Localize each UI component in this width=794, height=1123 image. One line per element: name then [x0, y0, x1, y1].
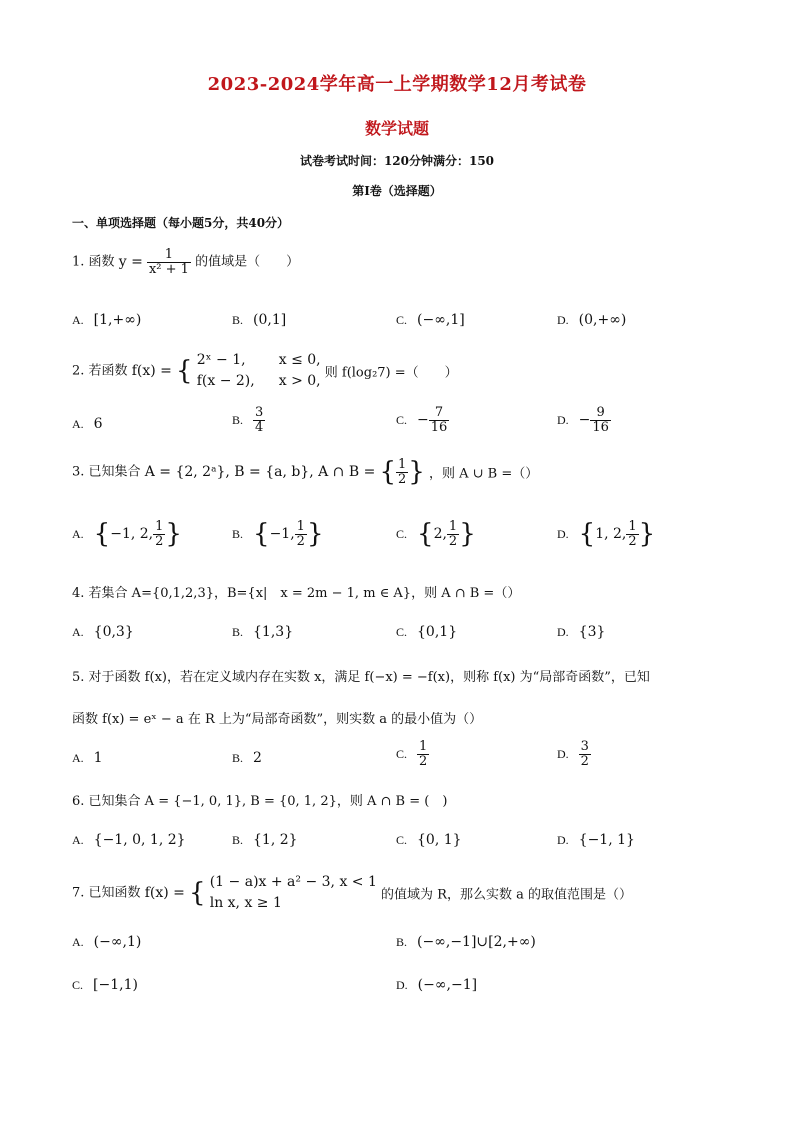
- exam-title: 2023-2024学年高一上学期数学12月考试卷: [207, 74, 587, 95]
- option-b[interactable]: B. $\frac{3}{4}$: [232, 405, 264, 435]
- question-4: 4. 若集合 A={0,1,2,3}，B={x| x = 2m − 1, m ∈ A}，则 A ∩ B =（）: [72, 586, 521, 601]
- question-3: 3. 已知集合 A = {2, 2ᵃ}, B = {a, b}, A ∩ B = { $\frac{1}{2}$ } ，则 A ∪ B =（）: [72, 457, 539, 488]
- option-b[interactable]: B. (0,1]: [232, 312, 287, 328]
- exam-subtitle: 数学试题: [364, 119, 429, 138]
- question-6: 6. 已知集合 A = {−1, 0, 1}, B = {0, 1, 2}，则 A ∩ B = ( ): [72, 794, 448, 809]
- option-d[interactable]: D. {3}: [557, 624, 606, 640]
- piecewise-cases: 2ˣ − 1, x ≤ 0, f(x − 2), x > 0,: [196, 352, 321, 389]
- option-a[interactable]: A. (−∞,1): [72, 934, 142, 950]
- option-c[interactable]: C. {0, 1}: [396, 832, 462, 848]
- option-d[interactable]: D. (0,+∞): [557, 312, 627, 328]
- question-1: 1. 函数 y = $\frac{1}{\text{x² + 1}}$ 的值域是（ ）: [72, 247, 300, 277]
- question-5: 5. 对于函数 f(x)，若在定义域内存在实数 x，满足 f(−x) = −f(x)，则称 f(x) 为“局部奇函数”，已知: [72, 670, 650, 685]
- section-heading: 一、单项选择题（每小题5分，共40分）: [72, 216, 290, 230]
- fraction: $\frac{1}{\text{x² + 1}}$: [148, 247, 189, 277]
- question-number: 4.: [72, 586, 85, 601]
- option-a[interactable]: A. {−1, 0, 1, 2}: [72, 832, 186, 848]
- question-number: 3.: [72, 464, 85, 480]
- option-b[interactable]: B. {1,3}: [232, 624, 294, 640]
- option-a[interactable]: A. 6: [72, 416, 103, 432]
- question-number: 1.: [72, 254, 85, 270]
- option-c[interactable]: C. [−1,1): [72, 977, 138, 993]
- option-c[interactable]: C. {2, $\frac{1}{2}$ }: [396, 519, 476, 550]
- option-c[interactable]: C. {0,1}: [396, 624, 458, 640]
- option-b[interactable]: B. {−1, $\frac{1}{2}$ }: [232, 519, 324, 550]
- option-a[interactable]: A. {0,3}: [72, 624, 134, 640]
- question-number: 5.: [72, 670, 85, 685]
- option-d[interactable]: D. {1, 2, $\frac{1}{2}$ }: [557, 519, 656, 550]
- option-c[interactable]: C. (−∞,1]: [396, 312, 465, 328]
- option-d[interactable]: D. $\frac{3}{2}$: [557, 739, 589, 769]
- option-a[interactable]: A. 1: [72, 750, 103, 766]
- option-c[interactable]: C. − $\frac{7}{16}$: [396, 405, 448, 435]
- option-d[interactable]: D. − $\frac{9}{16}$: [557, 405, 609, 435]
- part-heading: 第I卷（选择题）: [352, 184, 442, 198]
- piecewise-cases: (1 − a)x + a² − 3, x < 1 ln x, x ≥ 1: [209, 874, 377, 911]
- question-number: 6.: [72, 794, 85, 809]
- question-5-line-2: 函数 f(x) = eˣ − a 在 R 上为“局部奇函数”，则实数 a 的最小值为（）: [72, 712, 483, 727]
- question-7: 7. 已知函数 f(x) = { (1 − a)x + a² − 3, x < 1 ln x, x ≥ 1 的值域为 R，那么实数 a 的取值范围是（）: [72, 872, 632, 914]
- option-b[interactable]: B. (−∞,−1]∪[2,+∞): [396, 934, 536, 950]
- question-number: 2.: [72, 363, 85, 379]
- option-b[interactable]: B. 2: [232, 750, 262, 766]
- exam-info: 试卷考试时间：120分钟满分：150: [299, 154, 495, 168]
- option-c[interactable]: C. $\frac{1}{2}$: [396, 739, 428, 769]
- option-d[interactable]: D. (−∞,−1]: [396, 977, 478, 993]
- brace: {: [189, 878, 206, 908]
- question-2: 2. 若函数 f(x) = { 2ˣ − 1, x ≤ 0, f(x − 2), x > 0, 则 f(log₂7) =（ ）: [72, 350, 458, 392]
- option-d[interactable]: D. {−1, 1}: [557, 832, 635, 848]
- option-a[interactable]: A. [1,+∞): [72, 312, 142, 328]
- question-number: 7.: [72, 885, 85, 901]
- option-a[interactable]: A. {−1, 2, $\frac{1}{2}$ }: [72, 519, 182, 550]
- option-b[interactable]: B. {1, 2}: [232, 832, 298, 848]
- brace: {: [176, 356, 193, 386]
